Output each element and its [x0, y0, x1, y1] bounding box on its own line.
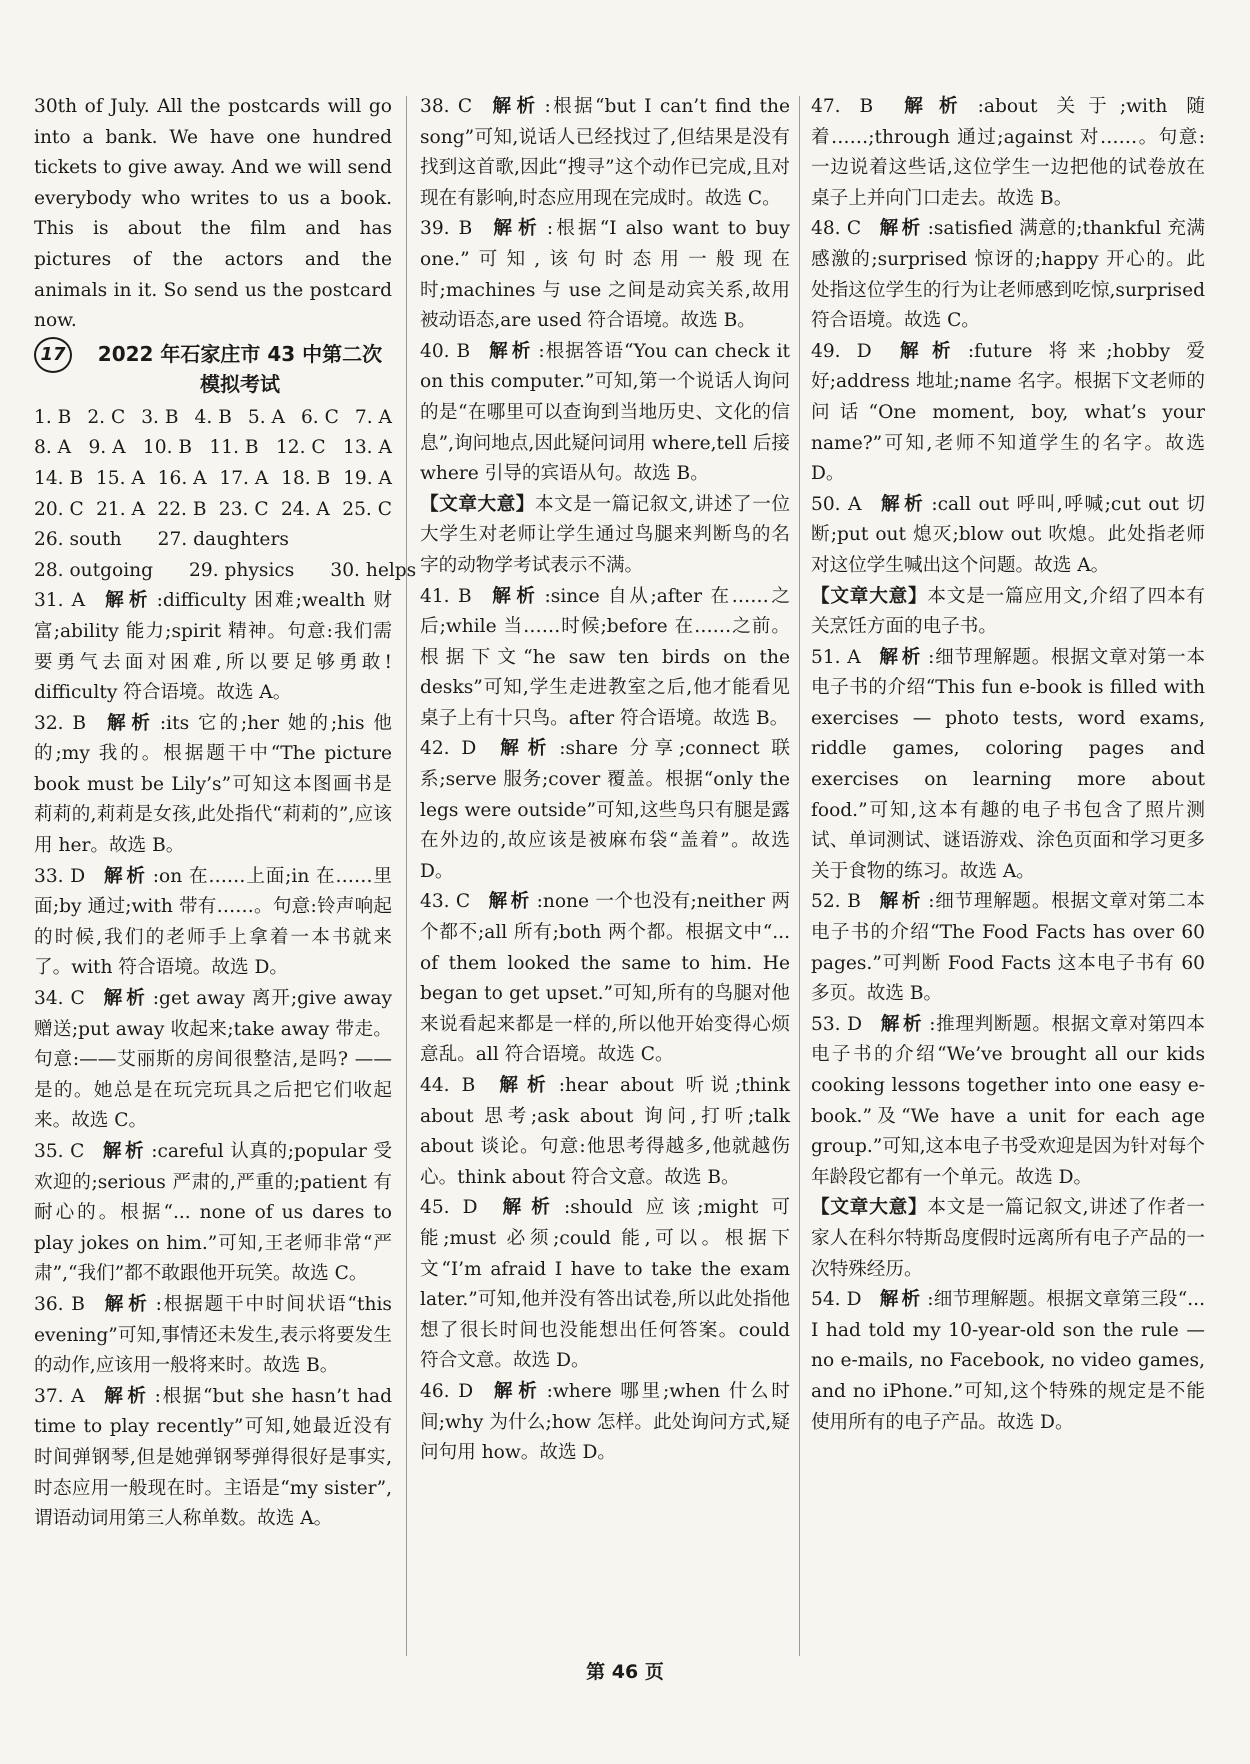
explanation-item: [811, 1010, 1205, 1194]
answer-cell: 14. B: [34, 467, 84, 489]
explanation-list: [34, 586, 392, 1534]
explanation-item: [420, 887, 790, 1071]
section-number-badge: 17: [34, 337, 72, 373]
answer-cell: 29. physics: [189, 559, 295, 581]
explanation-text: :细节理解题。根据文章对第一本电子书的介绍“This fun e-book is filled with exercises — photo tests, word exams, riddle games, coloring pages and exercises on learning more about food.”可知,这本有趣的电子书包含了照片测试、单词测试、谜语游戏、涂色页面和学习更多关于食物的练习。故选 A。: [811, 646, 1205, 882]
question-answer: 41. B: [420, 585, 472, 607]
answer-cell: 21. A: [96, 498, 145, 520]
question-answer: 53. D: [811, 1013, 863, 1035]
explanation-item: [811, 92, 1205, 214]
explanation-item: [34, 1290, 392, 1382]
question-answer: 48. C: [811, 218, 862, 240]
explanation-item: [811, 1285, 1205, 1438]
answer-cell: 1. B: [34, 406, 72, 428]
summary-text: 本文是一篇记叙文,讲述了一位大学生对老师让学生通过鸟腿来判断鸟的名字的动物学考试表示不满。: [420, 493, 790, 576]
question-answer: 39. B: [420, 218, 473, 240]
summary-text: 本文是一篇应用文,介绍了四本有关烹饪方面的电子书。: [811, 585, 1205, 638]
answer-cell: 27. daughters: [157, 529, 289, 551]
analysis-label: 解析: [493, 1075, 555, 1096]
question-answer: 45. D: [420, 1197, 478, 1219]
column-divider: [799, 96, 800, 1656]
analysis-label: 解析: [491, 1380, 543, 1402]
explanation-item: [420, 1377, 790, 1469]
column-middle: [420, 92, 790, 1469]
explanation-item: [420, 214, 790, 336]
explanation-text: :since 自从;after 在……之后;while 当……时候;before 在……之前。根据下文“he saw ten birds on the desks”可知,学生走进教室之后,他才能看见桌子上有十只鸟。after 符合语境。故选 B。: [420, 585, 790, 729]
explanation-text: :get away 离开;give away 赠送;put away 收起来;take away 带走。句意:——艾丽斯的房间很整洁,是吗? ——是的。她总是在玩完玩具之后把它们收起来。故选 C。: [34, 988, 392, 1132]
section-title-line2: 模拟考试: [200, 371, 280, 396]
question-answer: 42. D: [420, 738, 477, 760]
summary-label: 【文章大意】: [811, 1197, 928, 1219]
answer-cell: 8. A: [34, 437, 72, 459]
question-answer: 31. A: [34, 590, 86, 612]
analysis-label: 解析: [102, 1141, 148, 1162]
explanation-item: [34, 984, 392, 1137]
analysis-label: 解析: [490, 96, 541, 117]
answer-cell: 20. C: [34, 498, 84, 520]
answer-cell: 7. A: [354, 406, 392, 428]
column-right: [811, 92, 1205, 1438]
explanation-text: :根据“but I can’t find the song”可知,说话人已经找过了,但结果是没有找到这首歌,因此“搜寻”这个动作已完成,且对现在有影响,时态应用现在完成时。故选 C。: [420, 96, 790, 209]
question-answer: 54. D: [811, 1289, 862, 1311]
answer-cell: 23. C: [218, 498, 269, 520]
answer-cell: 16. A: [157, 467, 207, 489]
question-answer: 40. B: [420, 340, 471, 362]
summary-label: 【文章大意】: [811, 585, 928, 607]
answer-cell: 26. south: [34, 529, 122, 551]
column-left: [34, 92, 417, 1535]
analysis-label: 解析: [489, 585, 541, 607]
analysis-label: 解析: [102, 988, 149, 1010]
answer-cell: 22. B: [157, 498, 207, 520]
explanation-item: [420, 92, 790, 214]
explanation-text: :根据答语“You can check it on this computer.”可知,第一个说话人询问的是“在哪里可以查询到当地历史、文化的信息”,询问地点,因此疑问词用 where,tell 后接 where 引导的宾语从句。故选 B。: [420, 340, 790, 485]
answer-cell: 30. helps: [330, 559, 417, 581]
answer-cell: 17. A: [219, 467, 269, 489]
explanation-text: :hear about 听说;think about 思考;ask about 询问,打听;talk about 谈论。句意:他思考得越多,他就越伤心。think about 符合文意。故选 B。: [420, 1075, 790, 1188]
question-answer: 44. B: [420, 1075, 476, 1096]
summary-text: 本文是一篇记叙文,讲述了作者一家人在科尔特斯岛度假时远离所有电子产品的一次特殊经历。: [811, 1197, 1205, 1280]
explanation-item: [420, 1193, 790, 1377]
answer-cell: 11. B: [209, 437, 259, 459]
answer-grid: [34, 403, 417, 587]
explanation-item: [34, 1137, 392, 1290]
question-answer: 32. B: [34, 712, 87, 734]
explanation-text: :future 将来;hobby 爱好;address 地址;name 名字。根据下文老师的问话“One moment, boy, what’s your name?”可知,老师不知道学生的名字。故选 D。: [811, 340, 1205, 485]
analysis-label: 解析: [488, 340, 535, 362]
question-answer: 50. A: [811, 493, 862, 515]
explanation-item: [811, 643, 1205, 888]
answer-cell: 10. B: [142, 437, 193, 459]
analysis-label: 解析: [879, 493, 928, 515]
answer-cell: 6. C: [300, 406, 339, 428]
explanation-text: :call out 呼叫,呼喊;cut out 切断;put out 熄灭;blow out 吹熄。此处指老师对这位学生喊出这个问题。故选 A。: [811, 493, 1205, 576]
question-answer: 35. C: [34, 1141, 85, 1162]
analysis-label: 解析: [103, 865, 149, 887]
explanation-text: :推理判断题。根据文章对第四本电子书的介绍“We’ve brought all our kids cooking lessons together into one easy e-book.”及“We have a unit for each age group.”可知,这本电子书受欢迎是因为针对每个年龄段它都有一个单元。故选 D。: [811, 1013, 1205, 1188]
analysis-label: 解析: [891, 96, 974, 117]
answer-cell: 3. B: [141, 406, 179, 428]
explanation-text: :difficulty 困难;wealth 财富;ability 能力;spirit 精神。句意:我们需要勇气去面对困难,所以要足够勇敢! difficulty 符合语境。故选 A。: [34, 590, 392, 704]
explanation-item: [34, 862, 392, 984]
question-answer: 43. C: [420, 891, 471, 913]
explanation-text: :根据“I also want to buy one.”可知,该句时态用一般现在时;machines 与 use 之间是动宾关系,故用被动语态,are used 符合语境。故选 B。: [420, 218, 790, 332]
explanation-list: [811, 92, 1205, 1438]
question-answer: 36. B: [34, 1293, 85, 1315]
explanation-item: [34, 586, 392, 708]
article-summary: [811, 582, 1205, 643]
explanation-text: :careful 认真的;popular 受欢迎的;serious 严肃的,严重的;patient 有耐心的。根据“... none of us dares to play jokes on him.”可知,王老师非常“严肃”,“我们”都不敢跟他开玩笑。故选 C。: [34, 1141, 392, 1285]
answer-row: [34, 556, 417, 587]
question-answer: 46. D: [420, 1380, 474, 1402]
answer-cell: 13. A: [343, 437, 392, 459]
explanation-item: [420, 337, 790, 490]
explanation-item: [811, 887, 1205, 1009]
explanation-item: [420, 734, 790, 887]
answer-row: [34, 525, 392, 556]
answer-cell: 25. C: [342, 498, 392, 520]
explanation-text: :about 关于;with 随着……;through 通过;against 对……。句意:一边说着这些话,这位学生一边把他的试卷放在桌子上并向门口走去。故选 B。: [811, 96, 1205, 209]
section-heading: [34, 339, 392, 399]
analysis-label: 解析: [495, 1197, 560, 1219]
analysis-label: 解析: [102, 1385, 151, 1407]
answer-cell: 5. A: [247, 406, 285, 428]
explanation-text: :satisfied 满意的;thankful 充满感激的;surprised 惊讶的;happy 开心的。此处指这位学生的行为让老师感到吃惊,surprised 符合语境。故选 C。: [811, 218, 1205, 332]
explanation-text: :根据“but she hasn’t had time to play recently”可知,她最近没有时间弹钢琴,但是她弹钢琴弹得很好是事实,时态应用一般现在时。主语是“my sister”,谓语动词用第三人称单数。故选 A。: [34, 1385, 392, 1530]
explanation-text: :where 哪里;when 什么时间;why 为什么;how 怎样。此处询问方式,疑问句用 how。故选 D。: [420, 1380, 790, 1464]
answer-cell: 9. A: [88, 437, 126, 459]
question-answer: 33. D: [34, 865, 86, 887]
answer-cell: 4. B: [194, 406, 232, 428]
analysis-label: 解析: [488, 891, 533, 913]
explanation-text: :细节理解题。根据文章第三段“... I had told my 10-year-old son the rule — no e-mails, no Facebook, no video games, and no iPhone.”可知,这个特殊的规定是不能使用所有的电子产品。故选 D。: [811, 1289, 1205, 1433]
analysis-label: 解析: [103, 590, 153, 612]
section-title-line1: 2022 年石家庄市 43 中第二次: [97, 341, 383, 366]
question-answer: 37. A: [34, 1385, 85, 1407]
answer-cell: 28. outgoing: [34, 559, 154, 581]
question-answer: 52. B: [811, 891, 861, 913]
analysis-label: 解析: [889, 340, 964, 362]
answer-cell: 15. A: [95, 467, 145, 489]
explanation-text: :its 它的;her 她的;his 他的;my 我的。根据题干中“The picture book must be Lily’s”可知这本图画书是莉莉的,莉莉是女孩,此处指代“莉莉的”,应该用 her。故选 B。: [34, 712, 392, 857]
answer-cell: 12. C: [275, 437, 326, 459]
question-answer: 38. C: [420, 96, 473, 117]
analysis-label: 解析: [494, 738, 556, 760]
explanation-text: :根据题干中时间状语“this evening”可知,事情还未发生,表示将要发生的动作,应该用一般将来时。故选 B。: [34, 1293, 392, 1377]
answer-cell: 24. A: [280, 498, 330, 520]
analysis-label: 解析: [490, 218, 543, 240]
analysis-label: 解析: [879, 218, 924, 240]
explanation-list: [420, 92, 790, 1469]
answer-cell: 18. B: [281, 467, 331, 489]
answer-cell: 2. C: [87, 406, 126, 428]
explanation-item: [420, 582, 790, 735]
analysis-label: 解析: [104, 712, 156, 734]
answer-row: [34, 495, 392, 526]
column-divider: [406, 96, 407, 1656]
analysis-label: 解析: [102, 1293, 152, 1315]
answer-row: [34, 433, 392, 464]
summary-label: 【文章大意】: [420, 493, 535, 515]
analysis-label: 解析: [878, 646, 925, 668]
explanation-text: :should 应该;might 可能;must 必须;could 能,可以。根据下文“I’m afraid I have to take the exam later.”可知,他并没有答出试卷,所以此处指他想了很长时间也没能想出任何答案。could 符合文意。故选 D。: [420, 1197, 790, 1372]
explanation-text: :细节理解题。根据文章对第二本电子书的介绍“The Food Facts has over 60 pages.”可判断 Food Facts 这本电子书有 60 多页。故选 B。: [811, 891, 1205, 1005]
question-answer: 49. D: [811, 340, 872, 362]
answer-row: [34, 464, 392, 495]
explanation-text: :on 在……上面;in 在……里面;by 通过;with 带有……。句意:铃声响起的时候,我们的老师手上拿着一本书就来了。with 符合语境。故选 D。: [34, 865, 392, 979]
article-summary: [811, 1193, 1205, 1285]
answer-cell: 19. A: [343, 467, 392, 489]
question-answer: 34. C: [34, 988, 85, 1010]
explanation-item: [811, 490, 1205, 582]
explanation-item: [811, 214, 1205, 336]
analysis-label: 解析: [880, 1013, 926, 1035]
explanation-item: [34, 709, 392, 862]
page-number: 第 46 页: [586, 1661, 664, 1683]
analysis-label: 解析: [878, 891, 925, 913]
intro-paragraph: 30th of July. All the postcards will go into a bank. We have one hundred tickets to give away. And we will send everybody who writes to us a book. This is about the film and has pictures of the actors and the animals in it. So send us the postcard now.: [34, 96, 392, 332]
question-answer: 47. B: [811, 96, 874, 117]
explanation-item: [34, 1382, 392, 1535]
article-summary: [420, 490, 790, 582]
explanation-item: [420, 1071, 790, 1193]
answer-row: [34, 403, 392, 434]
analysis-label: 解析: [879, 1289, 924, 1311]
explanation-item: [811, 337, 1205, 490]
question-answer: 51. A: [811, 646, 861, 668]
explanation-text: :share 分享;connect 联系;serve 服务;cover 覆盖。根据“only the legs were outside”可知,这些鸟只有腿是露在外边的,故应该是被麻布袋“盖着”。故选 D。: [420, 738, 790, 882]
explanation-text: :none 一个也没有;neither 两个都不;all 所有;both 两个都。根据文中“... of them looked the same to him. He began to get upset.”可知,所有的鸟腿对他来说看起来都是一样的,所以他开始变得心烦意乱。all 符合语境。故选 C。: [420, 891, 790, 1066]
